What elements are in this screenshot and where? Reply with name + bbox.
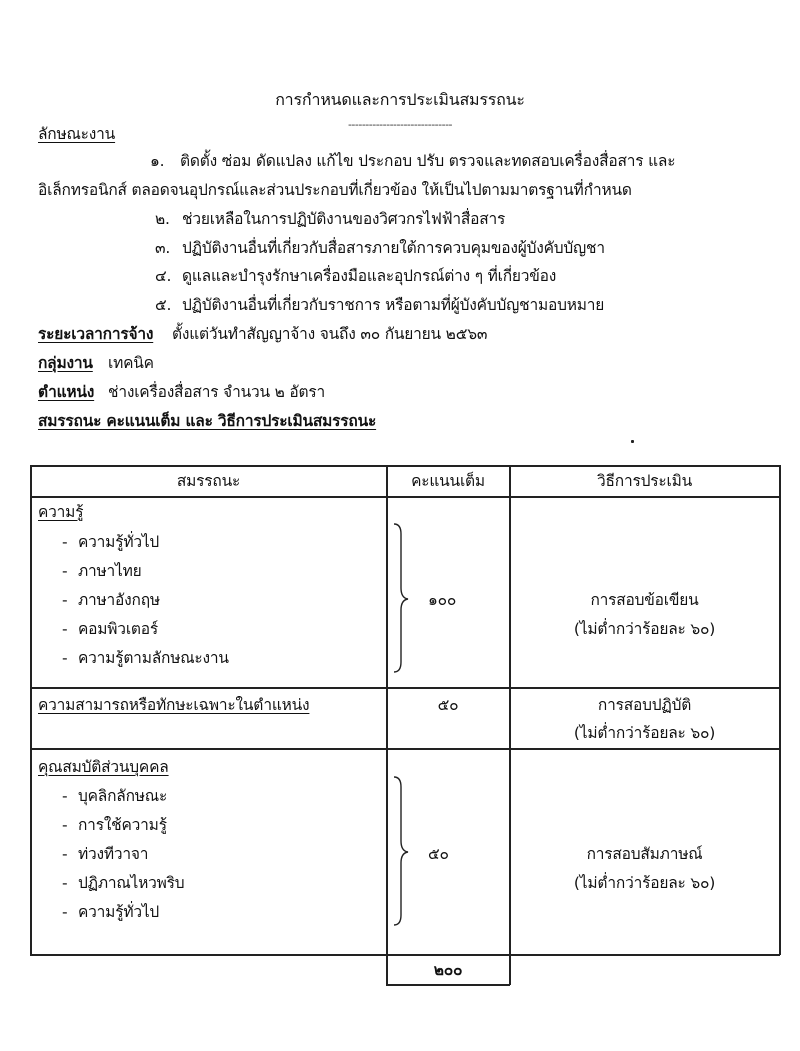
table-header-assessment-method: วิธีการประเมิน [597, 472, 692, 490]
bullet-dash: - [62, 874, 68, 892]
curly-brace-icon [392, 522, 412, 674]
table-left-border [30, 465, 32, 955]
job-description-heading: ลักษณะงาน [38, 125, 116, 143]
knowledge-method: การสอบข้อเขียน [590, 591, 699, 609]
table-right-border [779, 465, 781, 955]
position-value: ช่างเครื่องสื่อสาร จำนวน ๒ อัตรา [108, 383, 326, 401]
knowledge-sub-item: ภาษาอังกฤษ [78, 591, 160, 609]
table-bottom-border [30, 954, 780, 956]
skills-method: การสอบปฏิบัติ [597, 696, 692, 714]
table-row-divider-2 [30, 748, 780, 750]
knowledge-sub-item: ความรู้ตามลักษณะงาน [78, 649, 229, 667]
job-item-2-number: ๒. [155, 210, 170, 228]
bullet-dash: - [62, 533, 68, 551]
bullet-dash: - [62, 845, 68, 863]
job-item-3-number: ๓. [155, 239, 171, 257]
knowledge-criteria: (ไม่ต่ำกว่าร้อยละ ๖๐) [573, 620, 716, 638]
job-item-2-text: ช่วยเหลือในการปฏิบัติงานของวิศวกรไฟฟ้าสื่อสาร [182, 210, 506, 228]
personal-sub-item: ท่วงทีวาจา [78, 845, 149, 863]
personal-sub-item: ความรู้ทั่วไป [78, 903, 160, 921]
personal-sub-item: ปฏิภาณไหวพริบ [78, 874, 185, 892]
document-title: การกำหนดและการประเมินสมรรถนะ [275, 90, 525, 109]
job-item-4-number: ๔. [155, 267, 172, 285]
table-header-divider [30, 496, 780, 498]
total-box-bottom [386, 984, 510, 986]
total-score: ๒๐๐ [433, 961, 463, 979]
job-item-5-number: ๕. [155, 296, 172, 314]
employment-period-label: ระยะเวลาการจ้าง [38, 325, 154, 343]
bullet-dash: - [62, 591, 68, 609]
knowledge-sub-item: ภาษาไทย [78, 562, 142, 580]
skills-criteria: (ไม่ต่ำกว่าร้อยละ ๖๐) [573, 724, 716, 742]
bullet-dash: - [62, 787, 68, 805]
scan-dot-mark [631, 440, 634, 443]
title-separator: ------------------------------ [347, 118, 453, 131]
bullet-dash: - [62, 903, 68, 921]
table-header-competency: สมรรถนะ [176, 472, 241, 490]
knowledge-sub-item: คอมพิวเตอร์ [78, 620, 159, 638]
position-label: ตำแหน่ง [38, 383, 95, 401]
job-item-1-number: ๑. [150, 152, 165, 170]
competency-heading: สมรรถนะ คะแนนเต็ม และ วิธีการประเมินสมรรถนะ [38, 412, 377, 430]
table-row-divider-1 [30, 687, 780, 689]
skills-category: ความสามารถหรือทักษะเฉพาะในตำแหน่ง [38, 696, 310, 714]
curly-brace-icon [392, 775, 412, 927]
table-col-divider-1 [386, 465, 388, 985]
job-item-1-line1: ติดตั้ง ซ่อม ดัดแปลง แก้ไข ประกอบ ปรับ ตรวจและทดสอบเครื่องสื่อสาร และ [180, 152, 676, 170]
table-top-border [30, 465, 780, 467]
bullet-dash: - [62, 562, 68, 580]
personal-sub-item: บุคลิกลักษณะ [78, 787, 168, 805]
bullet-dash: - [62, 816, 68, 834]
bullet-dash: - [62, 649, 68, 667]
skills-score: ๕๐ [437, 696, 459, 714]
knowledge-score: ๑๐๐ [428, 591, 457, 609]
knowledge-category: ความรู้ [38, 503, 84, 521]
personal-method: การสอบสัมภาษณ์ [586, 845, 703, 863]
knowledge-sub-item: ความรู้ทั่วไป [78, 533, 160, 551]
bullet-dash: - [62, 620, 68, 638]
work-group-value: เทคนิค [108, 354, 154, 372]
work-group-label: กลุ่มงาน [38, 354, 93, 372]
job-item-4-text: ดูแลและบำรุงรักษาเครื่องมือและอุปกรณ์ต่าง ๆ ที่เกี่ยวข้อง [182, 267, 557, 285]
personal-criteria: (ไม่ต่ำกว่าร้อยละ ๖๐) [573, 874, 716, 892]
personal-category: คุณสมบัติส่วนบุคคล [38, 758, 169, 776]
employment-period-value: ตั้งแต่วันทำสัญญาจ้าง จนถึง ๓๐ กันยายน ๒๕๖๓ [172, 325, 488, 343]
personal-score: ๕๐ [428, 845, 449, 863]
table-header-full-score: คะแนนเต็ม [411, 472, 485, 490]
personal-sub-item: การใช้ความรู้ [78, 816, 167, 834]
job-item-5-text: ปฏิบัติงานอื่นที่เกี่ยวกับราชการ หรือตามที่ผู้บังคับบัญชามอบหมาย [182, 296, 605, 314]
job-item-1-line2: อิเล็กทรอนิกส์ ตลอดจนอุปกรณ์และส่วนประกอบที่เกี่ยวข้อง ให้เป็นไปตามมาตรฐานที่กำหนด [38, 181, 632, 199]
job-item-3-text: ปฏิบัติงานอื่นที่เกี่ยวกับสื่อสารภายใต้การควบคุมของผู้บังคับบัญชา [182, 239, 605, 257]
